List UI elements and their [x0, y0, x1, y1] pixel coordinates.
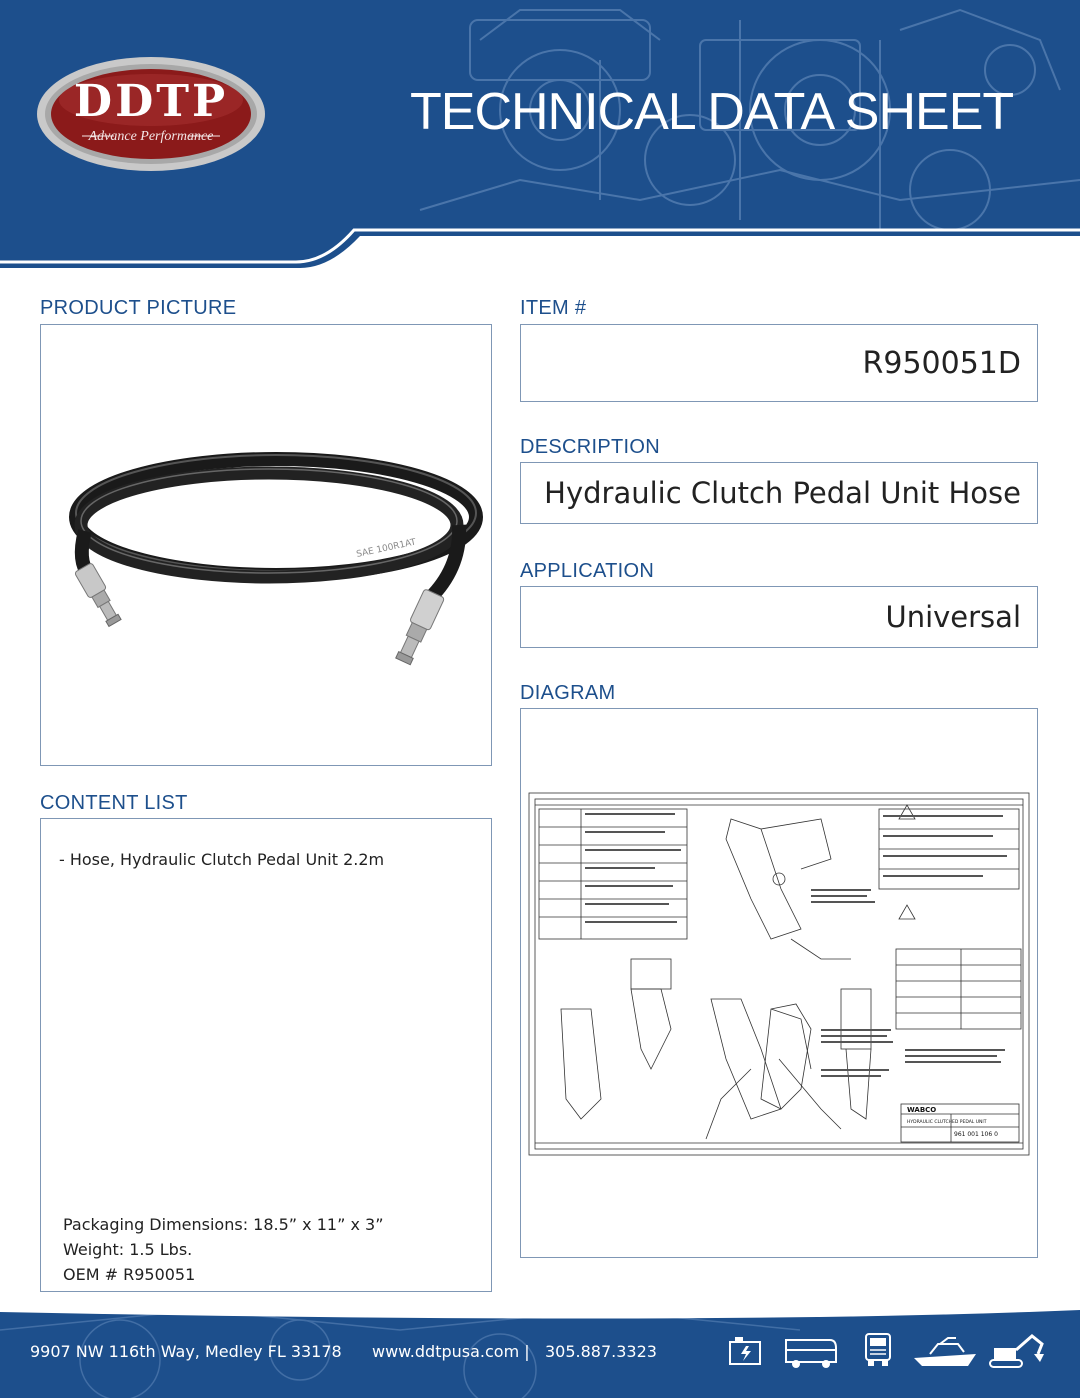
bus-icon: [782, 1334, 838, 1370]
weight: Weight: 1.5 Lbs.: [63, 1240, 193, 1259]
generator-icon: [727, 1334, 763, 1370]
hose-marking: SAE 100R1AT: [355, 537, 418, 560]
ddtp-logo: [36, 56, 266, 172]
truck-icon: [858, 1330, 898, 1370]
diagram-title-note: HYDRAULIC CLUTCHED PEDAL UNIT: [907, 1120, 987, 1125]
content-list-item: - Hose, Hydraulic Clutch Pedal Unit 2.2m: [59, 850, 385, 869]
application-box: [520, 586, 1038, 648]
footer-website[interactable]: www.ddtpusa.com |: [372, 1342, 530, 1361]
packaging-dimensions: Packaging Dimensions: 18.5” x 11” x 3”: [63, 1215, 384, 1234]
product-picture-box: [40, 324, 492, 766]
logo-text: DDTP: [73, 76, 229, 127]
diagram-drawing-number: 961 001 106 0: [954, 1131, 998, 1138]
item-number-box: [520, 324, 1038, 402]
content-list-box: [40, 818, 492, 1292]
logo-tagline: Advance Performance: [88, 129, 214, 144]
item-number: R950051D: [862, 345, 1021, 381]
product-picture-label: PRODUCT PICTURE: [40, 297, 237, 319]
footer: [0, 1300, 1080, 1398]
description-box: [520, 462, 1038, 524]
application-text: Universal: [885, 600, 1021, 634]
diagram-box: [520, 708, 1038, 1258]
diagram-label: DIAGRAM: [520, 682, 616, 704]
page-title: TECHNICAL DATA SHEET: [410, 83, 1014, 141]
item-label: ITEM #: [520, 297, 587, 319]
technical-drawing: [521, 709, 1037, 1257]
description-label: DESCRIPTION: [520, 436, 660, 458]
yacht-icon: [912, 1334, 978, 1370]
content-list-label: CONTENT LIST: [40, 792, 188, 814]
footer-phone: 305.887.3323: [545, 1342, 657, 1361]
description-text: Hydraulic Clutch Pedal Unit Hose: [544, 476, 1021, 510]
application-label: APPLICATION: [520, 560, 655, 582]
oem-number: OEM # R950051: [63, 1265, 196, 1284]
footer-address: 9907 NW 116th Way, Medley FL 33178: [30, 1342, 342, 1361]
diagram-brand: WABCO: [907, 1106, 937, 1114]
excavator-icon: [988, 1330, 1048, 1370]
header-banner: [0, 0, 1080, 300]
hose-image: [41, 325, 491, 765]
